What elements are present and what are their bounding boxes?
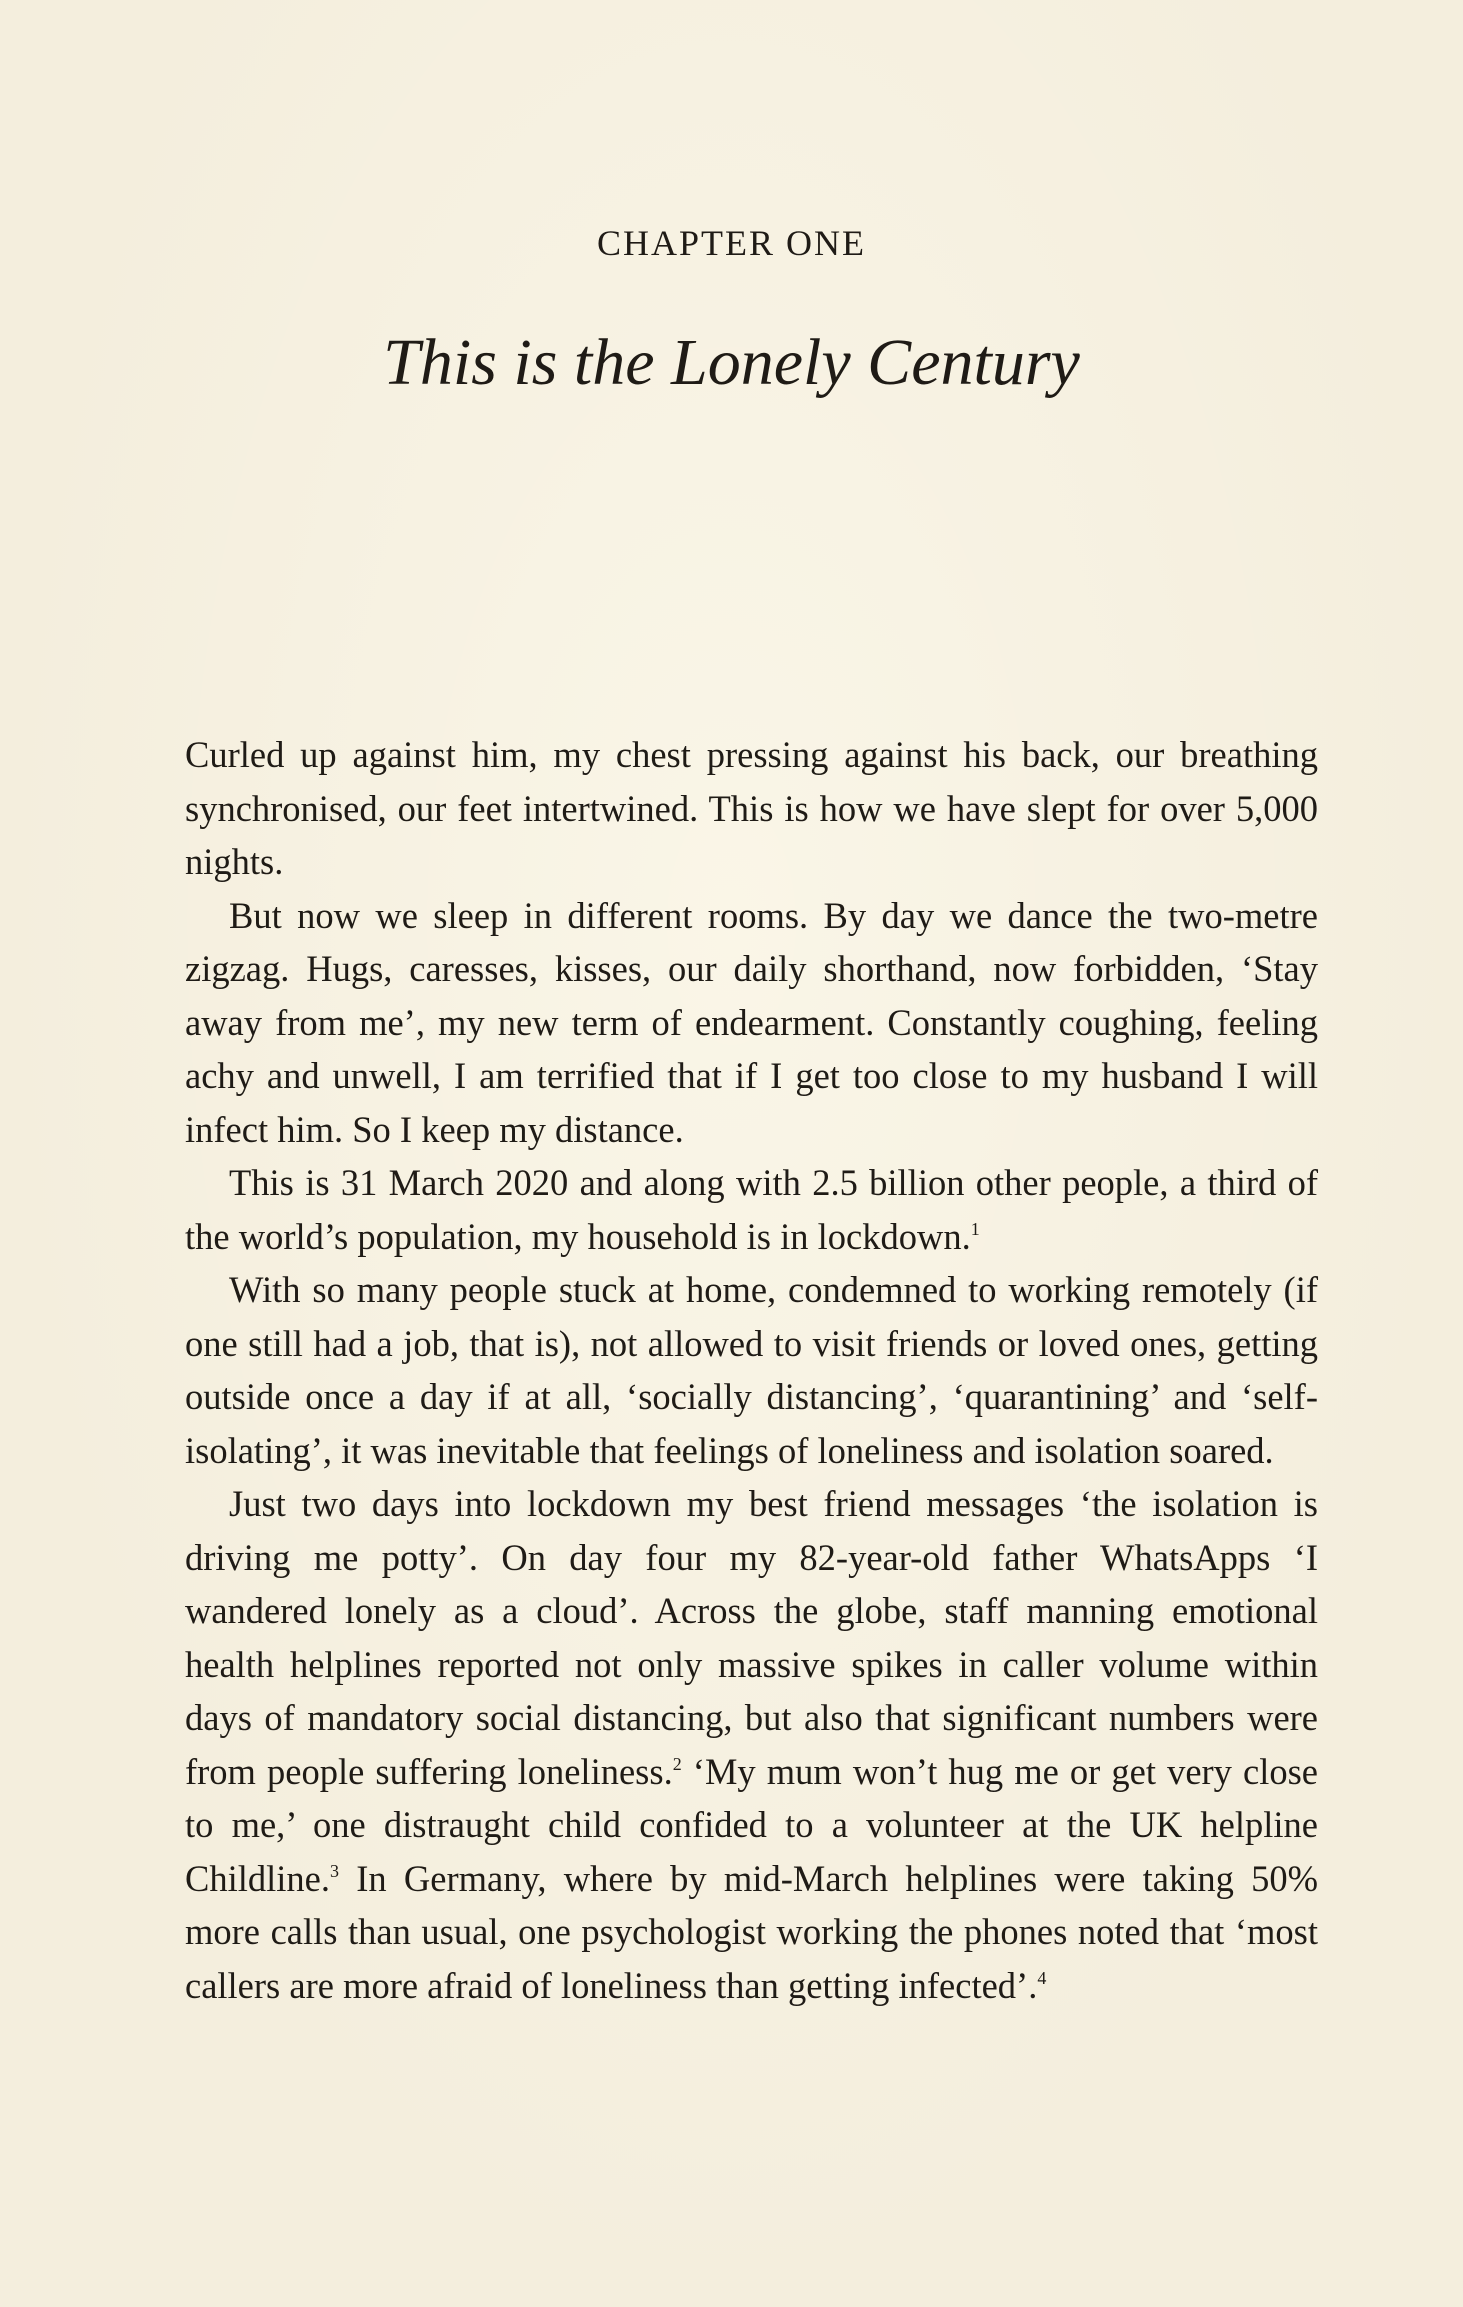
paragraph-text: ‘My mum won’t hug me or get very close to me,’ one distraught child confided to a volunteer at the UK helpline Childline.	[185, 1750, 1319, 1899]
paragraph-text: With so many people stuck at home, condemned to working remotely (if one still had a job, that is), not allowed to visit friends or loved ones, getting outside once a day if at all, ‘socially distancing’, ‘quarantining’ and ‘self-isolating’, it was inevitable that feelings of loneliness and isolation soared.	[185, 1269, 1318, 1471]
paragraph	[185, 1477, 1318, 2012]
chapter-label: CHAPTER ONE	[596, 223, 866, 263]
paragraph-text: This is 31 March 2020 and along with 2.5 billion other people, a third of the world’s population, my household is in lockdown.	[185, 1162, 1318, 1257]
paragraph-text: Just two days into lockdown my best friend messages ‘the isolation is driving me potty’. On day four my 82-year-old father WhatsApps ‘I wandered lonely as a cloud’. Across the globe, staff manning emotional health helplines reported not only massive spikes in caller volume within days of mandatory social distancing, but also that significant numbers were from people suffering loneliness.	[185, 1483, 1318, 1792]
footnote-marker: 2	[672, 1753, 682, 1774]
paragraph-text: Curled up against him, my chest pressing against his back, our breathing synchronised, our feet intertwined. This is how we have slept for over 5,000 nights.	[185, 734, 1318, 882]
footnote-marker: 4	[1037, 1967, 1047, 1988]
paragraph	[185, 728, 1318, 889]
paragraph	[185, 889, 1318, 1157]
footnote-marker: 3	[329, 1860, 339, 1881]
paragraph-text: But now we sleep in different rooms. By day we dance the two-metre zigzag. Hugs, caresses, kisses, our daily shorthand, now forbidden, ‘Stay away from me’, my new term of endearment. Constantly coughing, feeling achy and unwell, I am terrified that if I get too close to my husband I will infect him. So I keep my distance.	[185, 894, 1318, 1150]
chapter-title: This is the Lonely Century	[383, 326, 1080, 399]
paragraph-text: In Germany, where by mid-March helplines were taking 50% more calls than usual, one psychologist working the phones noted that ‘most callers are more afraid of loneliness than getting infected’.	[185, 1857, 1318, 2006]
body-text	[185, 728, 1318, 2012]
paragraph	[185, 1263, 1318, 1477]
paragraph	[185, 1156, 1318, 1263]
footnote-marker: 1	[970, 1218, 980, 1239]
